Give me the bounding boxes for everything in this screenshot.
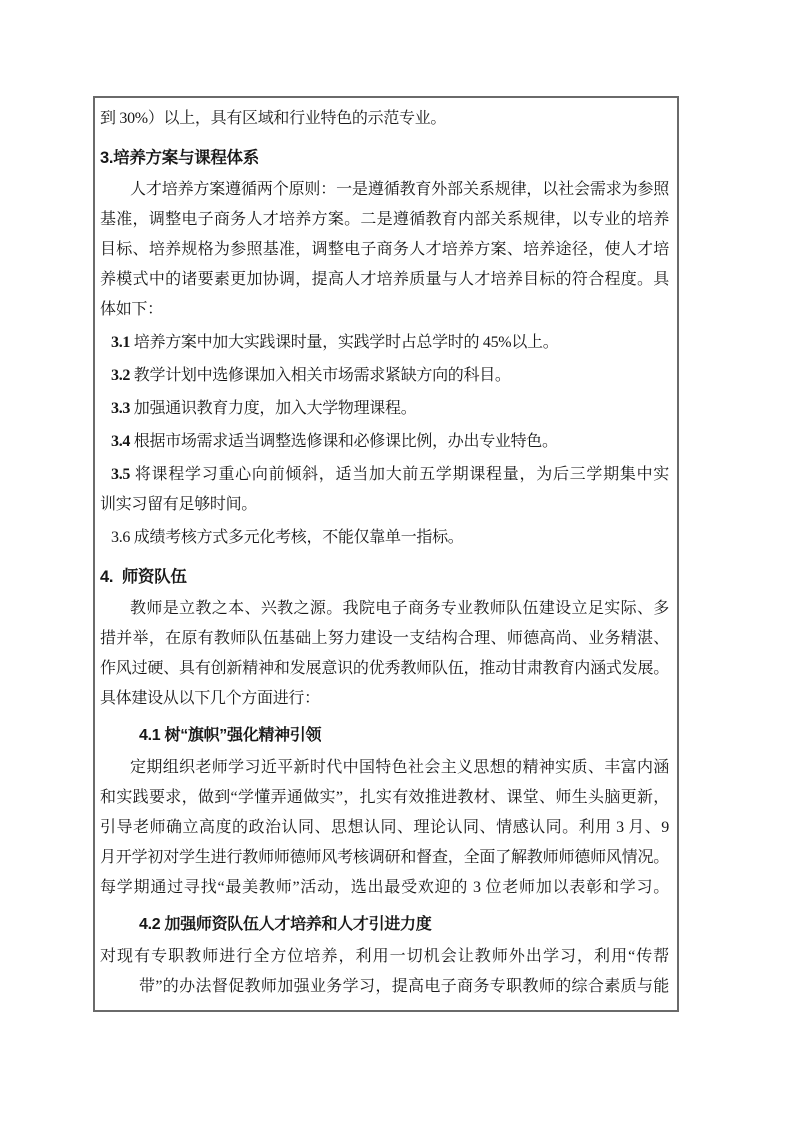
text-run: 带”的办法督促教师加强业务学习，提高电子商务专职教师的综合素质与能 (139, 978, 669, 995)
text-run: 对现有专职教师进行全方位培养，利用一切机会让教师外出学习，利用“传帮 (100, 948, 669, 965)
item-3-1 (111, 328, 669, 358)
text-run: 定期组织老师学习近平新时代中国特色社会主义思想的精神实质、丰富内涵 (130, 759, 669, 776)
paragraph-line (100, 594, 669, 624)
paragraph-line (100, 843, 669, 873)
paragraph-line (100, 295, 669, 325)
text-run: 每学期通过寻找“最美教师”活动，选出最受欢迎的 3 位老师加以表彰和学习。 (100, 879, 669, 896)
paragraph-line (100, 873, 669, 903)
paragraph-line (100, 175, 669, 205)
text-run: 培养方案中加大实践课时量，实践学时占总学时的 45%以上。 (130, 334, 559, 351)
item-3-2 (111, 361, 669, 391)
bold-text-run: 3.5 (111, 466, 131, 483)
paragraph-line (139, 972, 669, 1002)
item-3-6 (111, 523, 669, 553)
paragraph-line (100, 235, 669, 265)
bold-text-run: 3.4 (111, 433, 131, 450)
bold-text-run: 4.1 树“旗帜”强化精神引领 (139, 727, 322, 744)
text-run: 基准，调整电子商务人才培养方案。二是遵循教育内部关系规律，以专业的培养 (100, 211, 669, 228)
paragraph-line (100, 684, 669, 714)
text-run: 训实习留有足够时间。 (100, 496, 258, 513)
paragraph-line (100, 205, 669, 235)
bold-text-run: 4. 师资队伍 (100, 568, 187, 586)
paragraph-line-continued (100, 104, 669, 134)
text-run: 月开学初对学生进行教师师德师风考核调研和督查，全面了解教师师德师风情况。 (100, 849, 669, 866)
item-3-4 (111, 427, 669, 457)
text-run: 加强通识教育力度，加入大学物理课程。 (130, 400, 417, 417)
item-3-5-continued (100, 490, 669, 520)
text-run: 引导老师确立高度的政治认同、思想认同、理论认同、情感认同。利用 3 月、9 (100, 819, 669, 836)
text-run: 作风过硬、具有创新精神和发展意识的优秀教师队伍，推动甘肃教育内涵式发展。 (100, 660, 669, 677)
item-3-5 (111, 460, 669, 490)
paragraph-line (100, 942, 669, 972)
paragraph-line (100, 813, 669, 843)
text-run: 人才培养方案遵循两个原则：一是遵循教育外部关系规律，以社会需求为参照 (130, 181, 669, 198)
bold-text-run: 3.3 (111, 400, 131, 417)
text-run: 到 30%）以上，具有区域和行业特色的示范专业。 (100, 110, 447, 127)
paragraph-line (100, 753, 669, 783)
subsection-4-2-heading (139, 910, 669, 940)
text-run: 措并举，在原有教师队伍基础上努力建设一支结构合理、师德高尚、业务精湛、 (100, 630, 669, 647)
bold-text-run: 3.2 (111, 367, 131, 384)
text-run: 3.6 成绩考核方式多元化考核，不能仅靠单一指标。 (111, 529, 464, 546)
text-run: 将课程学习重心向前倾斜，适当加大前五学期课程量，为后三学期集中实 (130, 466, 669, 483)
paragraph-line (100, 654, 669, 684)
text-run: 教师是立教之本、兴教之源。我院电子商务专业教师队伍建设立足实际、多 (130, 600, 669, 617)
item-3-3 (111, 394, 669, 424)
text-run: 具体建设从以下几个方面进行： (100, 690, 320, 707)
text-run: 根据市场需求适当调整选修课和必修课比例，办出专业特色。 (130, 433, 558, 450)
paragraph-line (100, 783, 669, 813)
section-4-heading (100, 562, 669, 592)
text-run: 养模式中的诸要素更加协调，提高人才培养质量与人才培养目标的符合程度。具 (100, 271, 669, 288)
text-run: 和实践要求，做到“学懂弄通做实”，扎实有效推进教材、课堂、师生头脑更新， (100, 789, 669, 806)
bold-text-run: 4.2 加强师资队伍人才培养和人才引进力度 (139, 916, 432, 933)
bold-text-run: 3.培养方案与课程体系 (100, 149, 259, 167)
document-content (100, 104, 669, 1002)
bold-text-run: 3.1 (111, 334, 131, 351)
section-3-heading (100, 143, 669, 173)
text-run: 教学计划中选修课加入相关市场需求紧缺方向的科目。 (130, 367, 511, 384)
subsection-4-1-heading (139, 721, 669, 751)
paragraph-line (100, 624, 669, 654)
text-run: 目标、培养规格为参照基准，调整电子商务人才培养方案、培养途径，使人才培 (100, 241, 669, 258)
table-cell-border (93, 96, 679, 1012)
paragraph-line (100, 265, 669, 295)
text-run: 体如下： (100, 301, 163, 318)
